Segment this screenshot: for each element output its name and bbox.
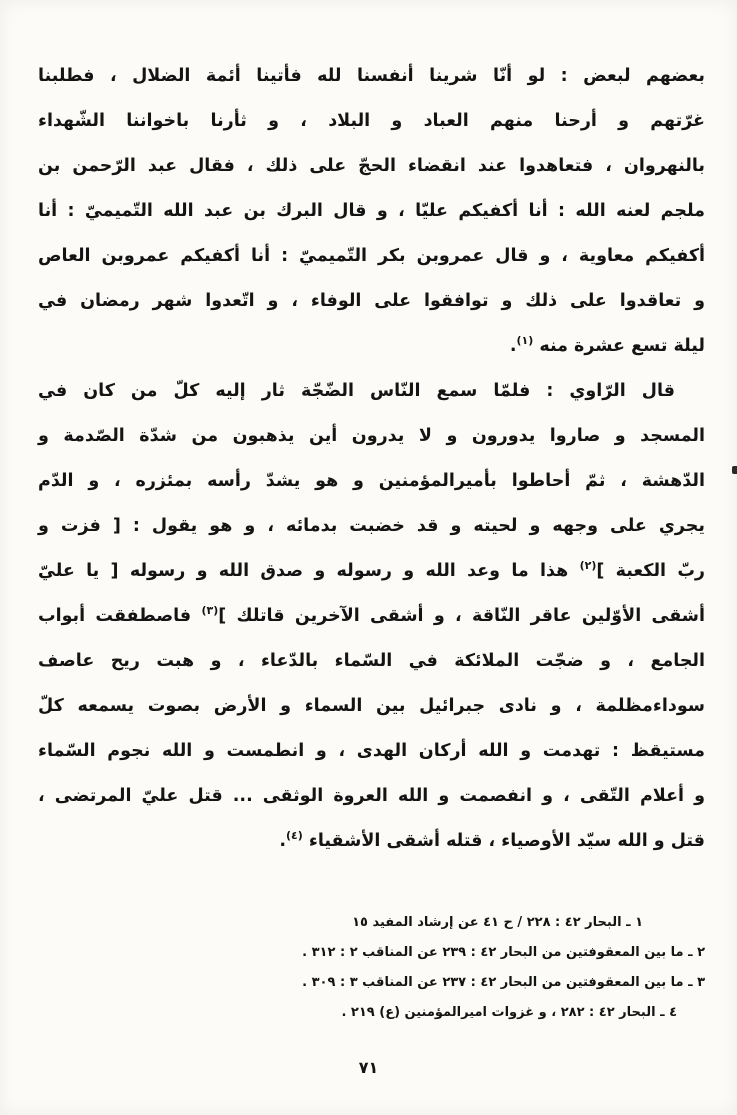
text-line: ربّ الكعبة ]$^{(٢)}$ هذا ما وعد الله و رسوله و صدق الله و رسوله [ يا عليّ [38, 559, 705, 581]
text-line: و أعلام التّقى ، و انفصمت و الله العروة الوثقى ... قتل عليّ المرتضى ، [38, 786, 705, 806]
text-line: سوداءمظلمة ، و نادى جبرائيل بين السماء و الأرض بصوت يسمعه كلّ [38, 696, 705, 716]
footnote: ٣ ـ ما بين المعقوفتين من البحار ٤٢ : ٢٣٧ عن المناقب ٣ : ٣٠٩ . [302, 975, 705, 990]
footnote: ٢ ـ ما بين المعقوفتين من البحار ٤٢ : ٢٣٩ عن المناقب ٢ : ٣١٢ . [302, 945, 705, 960]
footnote-ref: (١) [516, 334, 534, 347]
body-text [38, 54, 705, 864]
footnote: ١ ـ البحار ٤٢ : ٢٢٨ / ح ٤١ عن إرشاد المفيد ١٥ [352, 915, 643, 930]
text-line: قتل و الله سيّد الأوصياء ، قتله أشقى الأشقياء $^{(٤)}$. [279, 829, 705, 851]
footnote-ref: (٤) [286, 829, 303, 842]
text-line: الجامع ، و ضجّت الملائكة في السّماء بالدّعاء ، و هبت ريح عاصف [38, 651, 705, 671]
scan-artifact [732, 466, 737, 474]
text-line: قال الرّاوي : فلمّا سمع النّاس الضّجّة ثار إليه كلّ من كان في [38, 381, 675, 401]
footnote: ٤ ـ البحار ٤٢ : ٢٨٢ ، و غزوات اميرالمؤمنين (ع) ٢١٩ . [341, 1005, 677, 1020]
paragraph [38, 369, 705, 864]
text-line: بعضهم لبعض : لو أنّا شرينا أنفسنا لله فأتينا أئمة الضلال ، فطلبنا [38, 66, 705, 86]
footnote-ref: (٢) [579, 559, 597, 572]
text-line: أشقى الأوّلين عاقر النّاقة ، و أشقى الآخرين قاتلك ]$^{(٣)}$ فاصطفقت أبواب [38, 604, 706, 626]
text-line: ملجم لعنه الله : أنا أكفيكم عليّا ، و قال البرك بن عبد الله التّميميّ : أنا [38, 201, 705, 221]
text-line: الدّهشة ، ثمّ أحاطوا بأميرالمؤمنين و هو يشدّ رأسه بمئزره ، و الدّم [38, 471, 705, 491]
text-line: مستيقظ : تهدمت و الله أركان الهدى ، و انطمست و الله نجوم السّماء [38, 741, 705, 761]
text-line: و تعاقدوا على ذلك و توافقوا على الوفاء ، و اتّعدوا شهر رمضان في [38, 291, 705, 311]
text-line: أكفيكم معاوية ، و قال عمروبن بكر التّميميّ : أنا أكفيكم عمروبن العاص [38, 246, 705, 266]
text-line: غرّتهم و أرحنا منهم العباد و البلاد ، و ثأرنا باخواننا الشّهداء [38, 111, 705, 131]
text-line: يجري على وجهه و لحيته و قد خضبت بدمائه ، و هو يقول : [ فزت و [38, 516, 705, 536]
text-line: ليلة تسع عشرة منه $^{(١)}$. [509, 334, 705, 356]
paragraph [38, 54, 705, 369]
footnote-ref: (٣) [201, 604, 219, 617]
text-line: المسجد و صاروا يدورون و لا يدرون أين يذهبون من شدّة الصّدمة و [38, 426, 705, 446]
text-line: بالنهروان ، فتعاهدوا عند انقضاء الحجّ على ذلك ، فقال عبد الرّحمن بن [38, 156, 705, 176]
page-number: ٧١ [358, 1058, 379, 1077]
footnotes [38, 908, 705, 1028]
